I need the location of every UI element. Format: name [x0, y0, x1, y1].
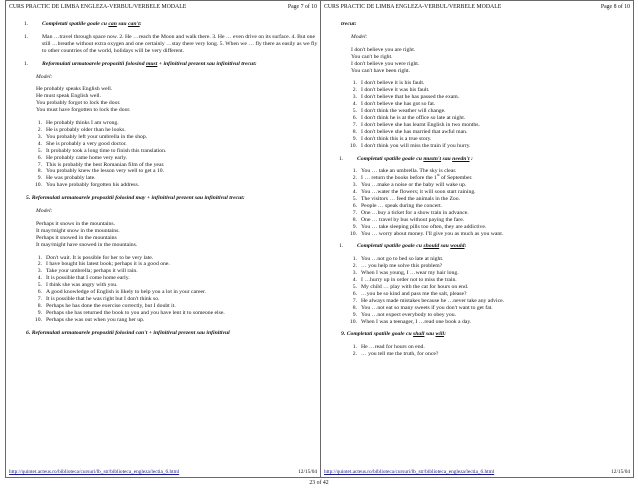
- list-item: 8. Perhaps he has done the exercise correctly, but I doubt it.: [37, 302, 176, 309]
- exercise-list-may: [6, 255, 320, 324]
- page-8: [320, 0, 634, 478]
- section-heading: Completati spatiile goale cu mustn't sau needn't :: [357, 155, 473, 162]
- section-heading: Completati spatiile goale cu can sau can't:: [42, 21, 142, 27]
- model-label: Model:: [36, 73, 53, 80]
- page-number: Page 7 of 10: [287, 4, 317, 10]
- section-heading: 5. Reformulati urmatoarele propozitii folosind may + infinitivul prezent sau infinitivul trecut:: [26, 195, 245, 202]
- list-item: 6. He probably came home very early.: [37, 154, 128, 161]
- list-item: 8. I don't believe she has married that awful man.: [352, 128, 468, 135]
- list-item: 6. …you be so kind and pass me the salt, please?: [352, 290, 467, 297]
- section-heading: 6. Reformulati urmatoarele propozitii folosind can't + infinitivul prezent sau infinitivul: [26, 329, 230, 336]
- list-item: 2. … you tell me the truth, for once?: [352, 351, 439, 358]
- list-item: 1. He probably thinks I am wrong.: [37, 120, 119, 127]
- exercise-list-must: [6, 120, 320, 189]
- continuation-label: trecut:: [341, 21, 357, 27]
- list-item: 10. You … worry about money. I'll give you as much as you want.: [349, 230, 504, 237]
- list-item: 5. It probably took a long time to finish this translation.: [37, 147, 167, 154]
- list-item: 6. People … speak during the concert.: [352, 202, 443, 209]
- list-item: 3. You probably left your umbrella in the shop.: [37, 133, 148, 140]
- page-footer: [324, 469, 630, 475]
- list-item: 8. You …not eat so many sweets if you don't want to get fat.: [352, 304, 493, 311]
- list-item: 2. I don't believe it was his fault.: [352, 87, 430, 94]
- list-item: 1. I don't believe it is his fault.: [352, 80, 425, 87]
- exercise-list-mustnt-neednt: [321, 168, 633, 237]
- footer-url-link[interactable]: http://quintet.acteus.ro/biblioteca/cursuri/lb_str/biblioteca_engleza/lectia_6.html: [324, 469, 495, 475]
- list-item: 3. Take your umbrella; perhaps it will rain.: [37, 268, 138, 275]
- list-item: 9. I don't think this is a true story.: [352, 135, 432, 142]
- list-item: 3. When I was young, I …wear my hair long.: [352, 270, 459, 277]
- exercise-section-can: 1. Completati spatiile goale cu can sau can't:: [24, 21, 142, 27]
- list-item: 4. It is possible that I come home early.: [37, 275, 130, 282]
- list-item: 7. I don't believe she has learnt English in two months.: [352, 121, 480, 128]
- viewer-page-indicator: 23 of 42: [309, 480, 329, 486]
- exercise-paragraph: 1. Man …travel through space now. 2. He …reach the Moon and walk there. 3. He … even drive on its surface. 4. But one still …breathe without extra oxygen and one certainly …stay there very long. 5. When we … fly there as easily as we fly to other countries of the world, holidays will be very different.: [24, 33, 318, 54]
- model-sentences: I don't believe you are right. You can't be right. I don't believe you were right. You can't have been right.: [351, 46, 420, 74]
- list-item: 7. This is probably the best Romanian film of the year.: [37, 161, 165, 168]
- page-body: trecut: Model: I don't believe you are right. You can't be right. I don't believe you were right. You can't have been right. 1. I don't believe it is his fault. 2. I don't believe it was his fault. 3. I don't believe that he has passed the exam. 4. I don't believe she has got so fat. 5. I don't think the weather will change. 6. I don't think he is at the office so late at night. 7. I don't believe she has learnt English in two months. 8. I don't believe she has married that awful man. 9. I don't think this is a true story. 10. I don't think you will miss the train if you hurry. 1. Completati spatiile goale cu mustn't sau needn't : 1. You … take an umbrella. The sky is clear. 2. I … return the books before the 1st of September. 3. You …make a noise or the baby will wake up. 4. You …water the flowers; it will soon start raining. 5. The visitors … feed the animals in the Zoo. 6. People … speak during the concert. 7. One …buy a ticket for a show train in advance. 8. One … travel by bus without paying the fare. 9. You … take sleeping pills too often, they are addictive. 10. You … worry about money. I'll give you as much as you want. 1. Completati spatiile goale cu should sau would: 1. You …not go to bed so late at night. 2. … you help me solve this problem? 3. When I was young, I …wear my hair long. 4. I …hurry up in order not to miss the train. 5. My child … play with the cat for hours on end. 6. …you be so kind and pass me the salt, please? 7. He always made mistakes because he …never take any advice. 8. You …not eat so many sweets if you don't want to get fat. 9. You …not expect everybody to obey you. 10. When I was a teenager, I …read one book a day. 9. Completati spatiile goale cu shall sau will: 1. He …read for hours on end. 2. … you tell me the truth, for once?: [321, 21, 633, 358]
- footer-url-link[interactable]: http://quintet.acteus.ro/biblioteca/cursuri/lb_str/biblioteca_engleza/lectia_6.html: [9, 469, 180, 475]
- list-item: 7. One …buy a ticket for a show train in advance.: [352, 209, 469, 216]
- list-item: 10. I don't think you will miss the train if you hurry.: [349, 142, 471, 149]
- model-sentences: He probably speaks English well. He must speak English well. You probably forgot to lock the door. You must have forgotten to lock the door.: [36, 86, 131, 114]
- list-item: 8. You probably knew the lesson very well to get a 10.: [37, 168, 165, 175]
- page-body: 1. Completati spatiile goale cu can sau can't: 1. Man …travel through space now. 2. He …reach the Moon and walk there. 3. He … even drive on its surface. 4. But one still …breathe without extra oxygen and one certainly …stay there very long. 5. When we … fly there as easily as we fly to other countries of the world, holidays will be very different. 1. Reformulati urmatoarele propozitii folosind must + infinitivul prezent sau infinitivul trecut: Model: He probably speaks English well. He must speak English well. You probably forgot to lock the door. You must have forgotten to lock the door. 1. He probably thinks I am wrong. 2. He is probably older than he looks. 3. You probably left your umbrella in the shop. 4. She is probably a very good doctor. 5. It probably took a long time to finish this translation. 6. He probably came home very early. 7. This is probably the best Romanian film of the year. 8. You probably knew the lesson very well to get a 10. 9. He was probably late. 10. You have probably forgotten his address. 5. Reformulati urmatoarele propozitii folosind may + infinitivul prezent sau infinitivul trecut: Model: Perhaps it snows in the mountains. It may/might snow in the mountains. Perhaps it snowed in the mountains It may/might have snowed in the mountains. 1. Don't wait. It is possible for her to be very late. 2. I have bought his latest book; perhaps it is a good one. 3. Take your umbrella; perhaps it will rain. 4. It is possible that I come home early. 5. I think she was angry with you. 6. A good knowledge of English is likely to help you a lot in your career. 7. It is possible that he was right but I don't think so. 8. Perhaps he has done the exercise correctly, but I doubt it. 9. Perhaps she has returned the book to you and you have lent it to someone else. 10. Perhaps she was out when you rang her up. 6. Reformulati urmatoarele propozitii folosind can't + infinitivul prezent sau infinitivul: [6, 21, 320, 337]
- page-header: [9, 4, 317, 10]
- exercise-list-shall-will: [321, 344, 633, 358]
- list-item: 5. The visitors … feed the animals in the Zoo.: [352, 196, 461, 203]
- page-footer: [9, 469, 317, 475]
- list-item: 1. He …read for hours on end.: [352, 344, 425, 351]
- list-item: 4. I …hurry up in order not to miss the train.: [352, 277, 457, 284]
- list-item: 2. I have bought his latest book; perhaps it is a good one.: [37, 261, 170, 268]
- model-label: Model:: [351, 33, 368, 40]
- list-item: 1. Don't wait. It is possible for her to be very late.: [37, 254, 154, 261]
- list-item: 5. My child … play with the cat for hours on end.: [352, 284, 469, 290]
- list-item: 2. I … return the books before the 1st of September.: [352, 173, 473, 182]
- list-item: 2. … you help me solve this problem?: [352, 263, 443, 270]
- footer-date: 12/15/04: [611, 469, 630, 475]
- header-title: CURS PRACTIC DE LIMBA ENGLEZA-VERBUL/VERBELE MODALE: [9, 4, 187, 10]
- list-item: 10. When I was a teenager, I …read one book a day.: [349, 318, 472, 325]
- list-item: 5. I don't think the weather will change.: [352, 108, 446, 115]
- exercise-list-should-would: [321, 256, 633, 325]
- list-item: 9. Perhaps she has returned the book to you and you have lent it to someone else.: [37, 309, 225, 316]
- header-title: CURS PRACTIC DE LIMBA ENGLEZA-VERBUL/VERBELE MODALE: [324, 4, 502, 10]
- section-heading: Reformulati urmatoarele propozitii folosind must + infinitivul prezent sau infinitivul trecut:: [42, 60, 257, 67]
- list-item: 10. Perhaps she was out when you rang her up.: [34, 316, 145, 323]
- footer-date: 12/15/04: [298, 469, 317, 475]
- model-label: Model:: [36, 208, 53, 215]
- model-sentences: Perhaps it snows in the mountains. It may/might snow in the mountains. Perhaps it snowed in the mountains It may/might have snowed in the mountains.: [36, 220, 138, 248]
- section-heading: 9. Completati spatiile goale cu shall sau will:: [341, 331, 446, 338]
- list-item: 6. A good knowledge of English is likely to help you a lot in your career.: [37, 289, 207, 296]
- list-item: 10. You have probably forgotten his address.: [34, 182, 140, 189]
- list-item: 1. You …not go to bed so late at night.: [352, 256, 444, 263]
- list-item: 1. You … take an umbrella. The sky is clear.: [352, 168, 457, 175]
- list-item: 9. You … take sleeping pills too often, they are addictive.: [352, 223, 487, 230]
- page-number: Page 8 of 10: [600, 4, 630, 10]
- list-item: 2. He is probably older than he looks.: [37, 126, 126, 133]
- list-item: 7. He always made mistakes because he …never take any advice.: [352, 297, 505, 304]
- list-item: 5. I think she was angry with you.: [37, 282, 118, 289]
- list-item: 9. He was probably late.: [37, 175, 96, 182]
- section-heading: Completati spatiile goale cu should sau would:: [357, 243, 467, 250]
- list-item: 9. You …not expect everybody to obey you.: [352, 311, 456, 318]
- list-item: 4. She is probably a very good doctor.: [37, 140, 127, 147]
- page-7: [5, 0, 321, 478]
- list-item: 4. You …water the flowers; it will soon start raining.: [352, 189, 476, 196]
- list-item: 8. One … travel by bus without paying the fare.: [352, 216, 465, 223]
- list-item: 4. I don't believe she has got so fat.: [352, 101, 436, 108]
- page-header: [324, 4, 630, 10]
- exercise-list-cant: [321, 80, 633, 149]
- list-item: 3. I don't believe that he has passed the exam.: [352, 94, 460, 101]
- list-item: 7. It is possible that he was right but I don't think so.: [37, 296, 160, 302]
- list-item: 3. You …make a noise or the baby will wake up.: [352, 182, 467, 189]
- list-item: 6. I don't think he is at the office so late at night.: [352, 114, 466, 121]
